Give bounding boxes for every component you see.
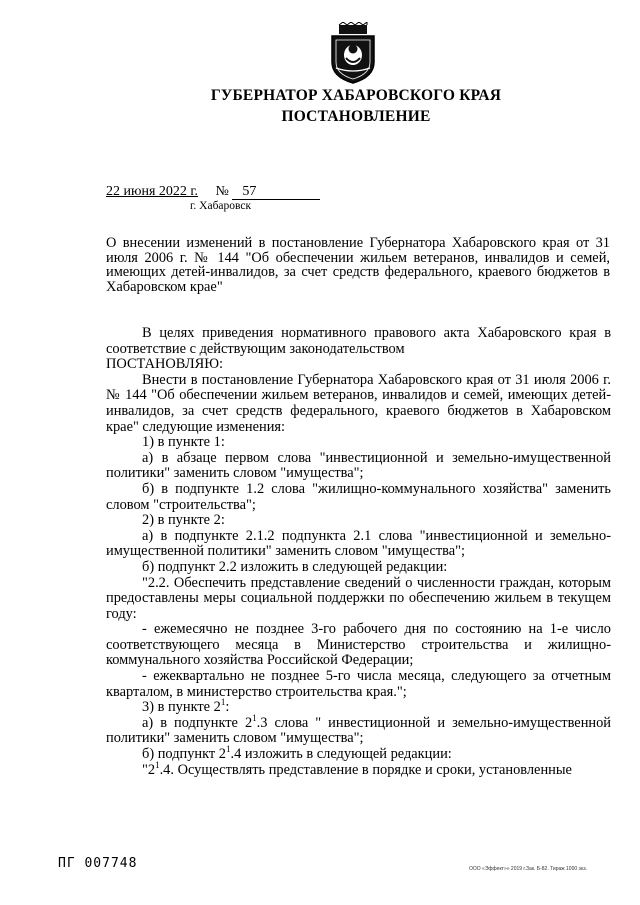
document-subject: О внесении изменений в постановление Губернатора Хабаровского края от 31 июля 2006 г. № 144 "Об обеспечении жильем ветеранов, инвалидов и семей, имеющих детей-инвалидов, за счет средств федерального, краевого бюджетов в Хабаровском крае" (106, 235, 610, 295)
paragraph: б) подпункт 2.2 изложить в следующей редакции: (142, 558, 448, 575)
paragraph: 1) в пункте 1: (142, 434, 225, 451)
paragraph: "2.2. Обеспечить представление сведений о численности граждан, которым предоставлены меры социальной поддержки по обеспечению жильем в текущем году: (106, 574, 611, 622)
resolve-keyword: ПОСТАНОВЛЯЮ: (106, 356, 224, 373)
document-number: 57 (232, 184, 320, 200)
paragraph: Внести в постановление Губернатора Хабаровского края от 31 июля 2006 г. № 144 "Об обеспечении жильем ветеранов, инвалидов и семей, имеющих детей-инвалидов, за счет средств федерального, краевого бюджетов в Хабаровском крае" следующие изменения: (106, 371, 611, 435)
paragraph: 2) в пункте 2: (142, 512, 225, 529)
paragraph: "$2^1.4$. Осуществлять представление в порядке и сроки, установленные (142, 759, 572, 778)
form-serial-number: ПГ 007748 (58, 856, 138, 871)
document-body (106, 326, 611, 778)
paragraph: - ежемесячно не позднее 3-го рабочего дня по состоянию на 1-е число соответствующего месяца в Министерство строительства и жилищно-коммунального хозяйства Российской Федерации; (106, 621, 611, 669)
date-number-line (106, 184, 320, 200)
document-date: 22 июня 2022 г. (106, 184, 199, 199)
issuing-authority: ГУБЕРНАТОР ХАБАРОВСКОГО КРАЯ (210, 87, 502, 104)
paragraph: 3) в пункте $2^1$: (142, 697, 230, 716)
khabarovsk-coat-of-arms-icon (330, 22, 376, 84)
paragraph: б) в подпункте 1.2 слова "жилищно-коммунального хозяйства" заменить словом "строительства"; (106, 480, 611, 513)
printer-imprint: ООО «Эффект»» 2019 г.Зак. Б-82. Тираж 1000 экз. (469, 866, 588, 872)
paragraph: а) в подпункте $2^1.3$ слова " инвестиционной и земельно-имущественной политики" заменить словом "имущества"; (106, 713, 611, 747)
paragraph: б) подпункт $2^1.4$ изложить в следующей редакции: (142, 744, 452, 763)
paragraph: а) в абзаце первом слова "инвестиционной и земельно-имущественной политики" заменить словом "имущества"; (106, 449, 611, 482)
city: г. Хабаровск (190, 200, 252, 212)
paragraph: - ежеквартально не позднее 5-го числа месяца, следующего за отчетным кварталом, в министерство строительства края."; (106, 668, 611, 700)
document-type: ПОСТАНОВЛЕНИЕ (281, 108, 431, 125)
preamble: В целях приведения нормативного правового акта Хабаровского края в соответствие с действующим законодательством (106, 325, 611, 357)
paragraph: а) в подпункте 2.1.2 подпункта 2.1 слова "инвестиционной и земельно-имущественной политики" заменить словом "имущества"; (106, 527, 611, 560)
number-label: № (215, 184, 229, 199)
